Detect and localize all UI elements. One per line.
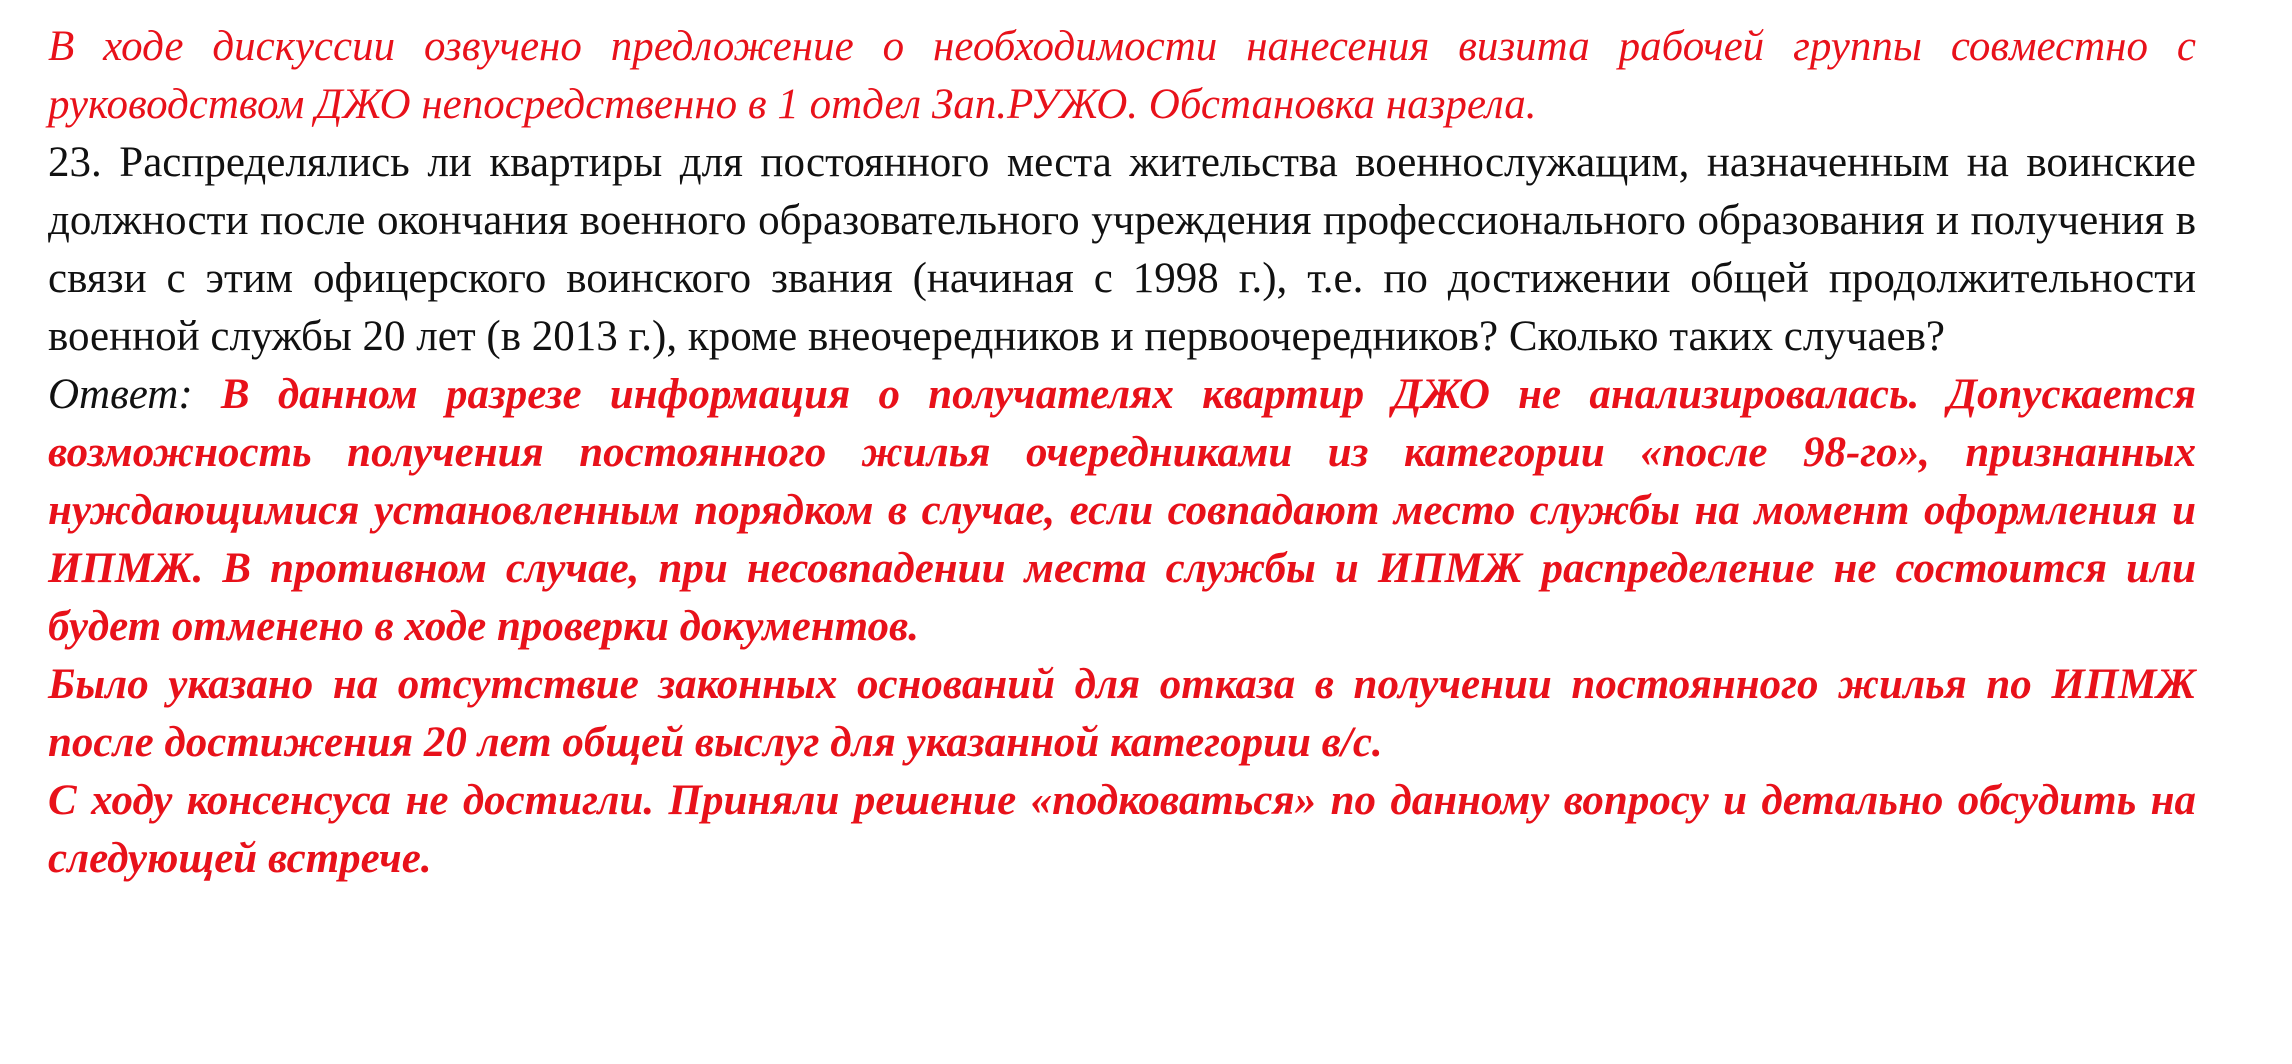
- document-page: [48, 18, 2196, 888]
- note-legal-grounds: Было указано на отсутствие законных оснований для отказа в получении постоянного жилья по ИПМЖ после достижения 20 лет общей выслуг для указанной категории в/с.: [48, 661, 2196, 766]
- discussion-note: В ходе дискуссии озвучено предложение о необходимости нанесения визита рабочей группы совместно с руководством ДЖО непосредственно в 1 отдел Зап.РУЖО. Обстановка назрела.: [48, 23, 2196, 128]
- question-23: 23. Распределялись ли квартиры для постоянного места жительства военнослужащим, назначенным на воинские должности после окончания военного образовательного учреждения профессионального образования и получения в связи с этим офицерского воинского звания (начиная с 1998 г.), т.е. по достижении общей продолжительности военной службы 20 лет (в 2013 г.), кроме внеочередников и первоочередников? Сколько таких случаев?: [48, 139, 2196, 360]
- answer-paragraph: [48, 366, 2196, 656]
- note-consensus: С ходу консенсуса не достигли. Приняли решение «подковаться» по данному вопросу и детально обсудить на следующей встрече.: [48, 777, 2196, 882]
- answer-label: Ответ:: [48, 371, 193, 418]
- answer-text: В данном разрезе информация о получателях квартир ДЖО не анализировалась. Допускается возможность получения постоянного жилья очередниками из категории «после 98-го», признанных нуждающимися установленным порядком в случае, если совпадают место службы на момент оформления и ИПМЖ. В противном случае, при несовпадении места службы и ИПМЖ распределение не состоится или будет отменено в ходе проверки документов.: [48, 371, 2197, 650]
